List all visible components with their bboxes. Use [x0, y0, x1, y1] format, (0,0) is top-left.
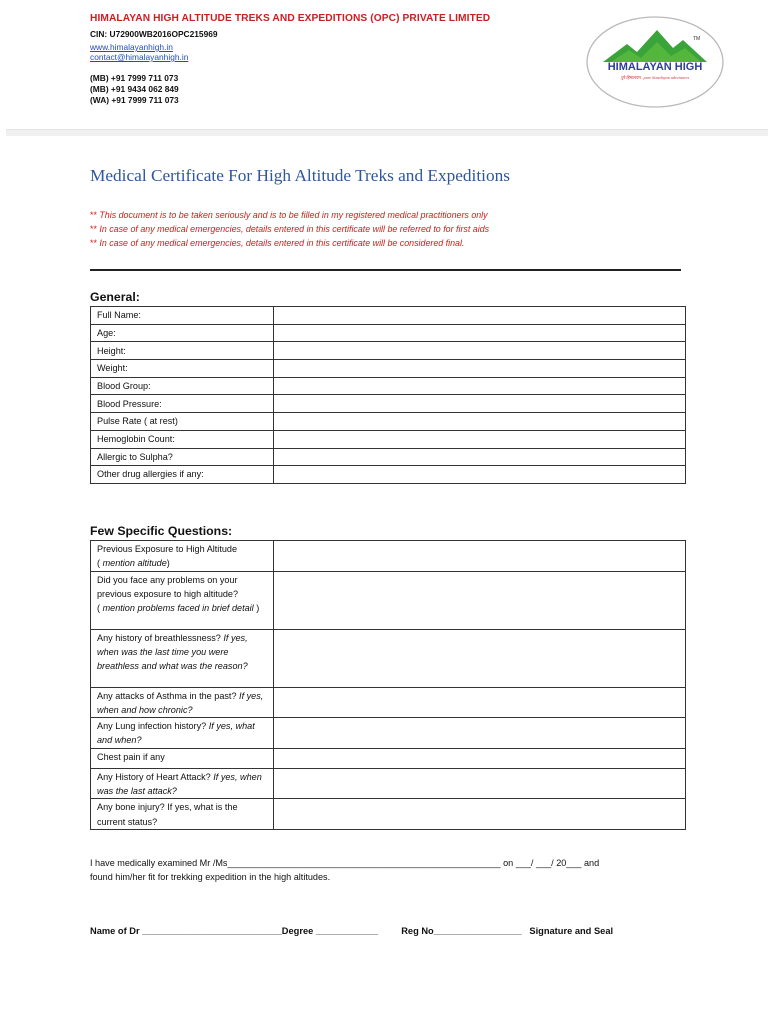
- question-text: Any bone injury? If yes, what is the current status?: [97, 802, 238, 827]
- table-row: [91, 342, 686, 360]
- question-paren: ): [253, 603, 260, 614]
- declaration-line-2: found him/her fit for trekking expedition in the high altitudes.: [90, 872, 331, 883]
- blood-pressure-field[interactable]: [274, 395, 686, 413]
- note-stars: **: [90, 224, 100, 234]
- logo-tagline: पुरे हिमालयन...pure himalayan adventures: [620, 75, 690, 80]
- website-link-row: [90, 42, 173, 52]
- general-heading: General:: [90, 290, 140, 304]
- bone-injury-field[interactable]: [274, 799, 686, 830]
- table-row: [91, 718, 686, 749]
- altitude-problems-field[interactable]: [274, 571, 686, 629]
- table-row: [91, 629, 686, 687]
- field-label: Weight:: [91, 360, 274, 378]
- phone-3: (WA) +91 7999 711 073: [90, 95, 179, 105]
- note-text: In case of any medical emergencies, details entered in this certificate will be referred to for first aids: [99, 224, 490, 234]
- question-text: Any attacks of Asthma in the past?: [97, 690, 237, 701]
- table-row: [91, 307, 686, 325]
- blood-group-field[interactable]: [274, 377, 686, 395]
- general-table: [90, 306, 686, 484]
- table-row: [91, 768, 686, 799]
- note-2: [90, 224, 489, 234]
- age-field[interactable]: [274, 324, 686, 342]
- reg-no-field[interactable]: Reg No_________________: [401, 926, 522, 936]
- lung-infection-field[interactable]: [274, 718, 686, 749]
- section-divider: [90, 269, 681, 271]
- phone-2: (MB) +91 9434 062 849: [90, 84, 179, 94]
- question-label: [91, 768, 274, 799]
- website-link[interactable]: www.himalayanhigh.in: [90, 42, 173, 52]
- question-text: Any History of Heart Attack?: [97, 771, 211, 782]
- question-label: [91, 571, 274, 629]
- table-row: [91, 430, 686, 448]
- field-label: Blood Pressure:: [91, 395, 274, 413]
- question-hint: If yes, when was the last attack?: [97, 771, 262, 797]
- specific-questions-table: [90, 540, 686, 830]
- table-row: [91, 324, 686, 342]
- table-row: [91, 571, 686, 629]
- heart-attack-field[interactable]: [274, 768, 686, 799]
- weight-field[interactable]: [274, 360, 686, 378]
- question-label: [91, 748, 274, 768]
- field-label: Full Name:: [91, 307, 274, 325]
- signature-seal-label: Signature and Seal: [529, 926, 614, 936]
- question-label: [91, 687, 274, 718]
- altitude-exposure-field[interactable]: [274, 541, 686, 572]
- chest-pain-field[interactable]: [274, 748, 686, 768]
- question-hint: mention altitude: [102, 558, 167, 569]
- question-hint: If yes, what and when?: [97, 721, 255, 746]
- note-1: [90, 210, 488, 220]
- table-row: [91, 541, 686, 572]
- logo-brand: HIMALAYAN HIGH: [607, 61, 703, 73]
- email-link[interactable]: contact@himalayanhigh.in: [90, 52, 189, 62]
- phone-1: (MB) +91 7999 711 073: [90, 73, 179, 83]
- table-row: [91, 687, 686, 718]
- field-label: Pulse Rate ( at rest): [91, 413, 274, 431]
- note-3: [90, 238, 464, 248]
- field-label: Height:: [91, 342, 274, 360]
- table-row: [91, 799, 686, 830]
- doctor-name-field[interactable]: Name of Dr ___________________________: [90, 926, 282, 936]
- question-label: [91, 799, 274, 830]
- asthma-field[interactable]: [274, 687, 686, 718]
- table-row: [91, 413, 686, 431]
- question-hint: mention problems faced in brief detail: [102, 603, 254, 614]
- height-field[interactable]: [274, 342, 686, 360]
- sulpha-allergy-field[interactable]: [274, 448, 686, 466]
- field-label: Blood Group:: [91, 377, 274, 395]
- table-row: [91, 395, 686, 413]
- table-row: [91, 360, 686, 378]
- note-text: This document is to be taken seriously and is to be filled in my registered medical practitioners only: [99, 210, 488, 220]
- table-row: [91, 377, 686, 395]
- breathlessness-field[interactable]: [274, 629, 686, 687]
- signature-row: [90, 926, 613, 936]
- table-row: [91, 466, 686, 484]
- degree-field[interactable]: Degree ____________: [281, 926, 378, 936]
- note-text: In case of any medical emergencies, details entered in this certificate will be considered final.: [99, 238, 465, 248]
- question-paren: (: [97, 558, 103, 569]
- question-text: Any Lung infection history?: [97, 721, 207, 732]
- table-row: [91, 448, 686, 466]
- cin-number: CIN: U72900WB2016OPC215969: [90, 29, 218, 39]
- field-label: Allergic to Sulpha?: [91, 448, 274, 466]
- question-text: Chest pain if any: [97, 751, 165, 762]
- company-name: HIMALAYAN HIGH ALTITUDE TREKS AND EXPEDITIONS (OPC) PRIVATE LIMITED: [90, 13, 491, 24]
- question-text: Did you face any problems on your previous exposure to high altitude?: [97, 574, 239, 599]
- specific-questions-heading: Few Specific Questions:: [90, 524, 233, 538]
- question-text: Previous Exposure to High Altitude: [97, 544, 238, 554]
- question-paren: (: [97, 603, 103, 614]
- field-label: Age:: [91, 324, 274, 342]
- question-label: [91, 541, 274, 572]
- pulse-rate-field[interactable]: [274, 413, 686, 431]
- logo-tm: TM: [693, 36, 701, 42]
- question-hint: If yes, when was the last time you were breathless and what was the reason?: [97, 632, 248, 672]
- email-link-row: [90, 52, 188, 62]
- question-label: [91, 629, 274, 687]
- question-text: Any history of breathlessness?: [97, 632, 221, 643]
- field-label: Other drug allergies if any:: [91, 466, 274, 484]
- table-row: [91, 748, 686, 768]
- header-separator: [6, 129, 768, 136]
- note-stars: **: [90, 210, 100, 220]
- declaration: [90, 856, 599, 885]
- question-paren: ): [166, 558, 170, 569]
- question-hint: If yes, when and how chronic?: [97, 690, 264, 715]
- page-title: Medical Certificate For High Altitude Treks and Expeditions: [90, 166, 510, 185]
- note-stars: **: [90, 238, 100, 248]
- field-label: Hemoglobin Count:: [91, 430, 274, 448]
- question-label: [91, 718, 274, 749]
- hemoglobin-field[interactable]: [274, 430, 686, 448]
- full-name-field[interactable]: [274, 307, 686, 325]
- himalayan-high-logo: [585, 14, 725, 110]
- drug-allergies-field[interactable]: [274, 466, 686, 484]
- declaration-line-1[interactable]: I have medically examined Mr /Ms______________________________________________________ on ___/ ___/ 20___ and: [90, 858, 600, 868]
